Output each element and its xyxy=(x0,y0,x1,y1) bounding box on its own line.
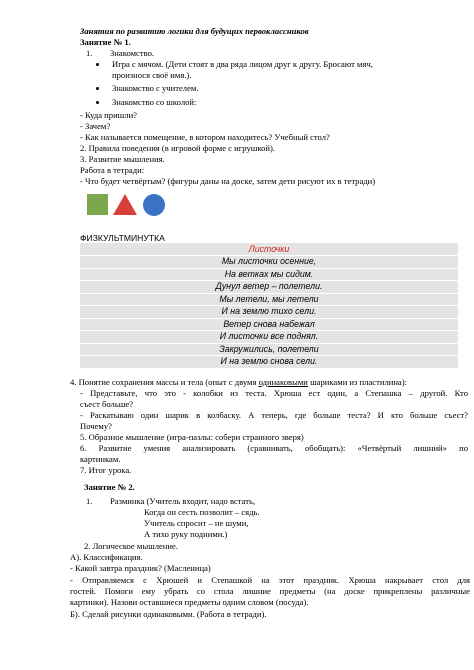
lesson1-heading: Занятие № 1. xyxy=(80,37,131,47)
holiday-question: - Какой завтра праздник? (Масленица) xyxy=(70,563,211,573)
document-title: Занятия по развитию логики для будущих первоклассников xyxy=(80,26,309,36)
drawing-task: Б). Сделай рисунки одинаковыми. (Работа в тетради). xyxy=(70,609,267,619)
red-triangle-shape xyxy=(113,194,137,215)
poem-line: Мы листочки осенние, xyxy=(221,256,317,266)
lesson2-item1-number: 1. xyxy=(86,496,93,506)
fizkult-heading: ФИЗКУЛЬТМИНУТКА xyxy=(80,233,165,243)
bullet-icon xyxy=(96,101,99,104)
poem-line: И на землю снова сели. xyxy=(220,356,318,366)
poem-line: И листочки все поднял. xyxy=(219,331,319,341)
kolobok-question-cont: съест больше? xyxy=(80,399,134,409)
lesson1-item2: 2. Правила поведения (в игровой форме с игрушкой). xyxy=(80,143,275,153)
poem-line: Закружились, полетели xyxy=(219,344,319,354)
lesson1-item6-cont: картинкам. xyxy=(80,454,121,464)
lesson2-warmup: Разминка (Учитель входит, надо встать, xyxy=(110,496,256,506)
lesson1-item7: 7. Итог урока. xyxy=(80,465,132,475)
question-room: - Как называется помещение, в котором находитесь? Учебный стол? xyxy=(80,132,330,142)
warmup-verse-line: Учитель спросит – не шуми, xyxy=(144,518,249,528)
sausage-question: - Раскатываю один шарик в колбаску. А теперь, где больше теста? И кто больше съест? xyxy=(80,410,468,420)
lesson2-heading: Занятие № 2. xyxy=(84,482,135,492)
item4-text-b: шариками из пластилина): xyxy=(310,377,407,387)
classification-label: А). Классификация. xyxy=(70,552,143,562)
green-square-shape xyxy=(87,194,108,215)
bullet-item-ball-game-cont: произнося своё имя.). xyxy=(112,70,192,80)
bullet-icon xyxy=(96,87,99,90)
item4-underlined: одинаковыми xyxy=(258,377,308,387)
kolobok-question: - Представьте, что это - колобки из теста. Хрюша ест один, а Степашка – другой. Кто xyxy=(80,388,468,398)
fourth-shape-task: - Что будет четвёртым? (фигуры даны на доске, затем дети рисуют их в тетради) xyxy=(80,176,376,186)
bullet-item-teacher: Знакомство с учителем. xyxy=(112,83,199,93)
poem-line: Дунул ветер – полетели. xyxy=(215,281,323,291)
poem-title: Листочки xyxy=(248,244,290,254)
lesson1-item3: 3. Развитие мышления. xyxy=(80,154,165,164)
lesson1-item1: Знакомство. xyxy=(110,48,155,58)
poem-line: И на землю тихо сели. xyxy=(221,306,317,316)
poem-line: Ветер снова набежал xyxy=(223,319,315,329)
lesson1-item5: 5. Образное мышление (игра-пазлы: собери странного зверя) xyxy=(80,432,304,442)
poem-box xyxy=(80,243,458,368)
lesson1-item1-number: 1. xyxy=(86,48,93,58)
notebook-work-label: Работа в тетради: xyxy=(80,165,145,175)
poem-line: Мы летели, мы летели xyxy=(219,294,319,304)
warmup-verse-line: А тихо руку подними.) xyxy=(144,529,228,539)
lesson1-item4 xyxy=(70,377,407,388)
holiday-task-end: картинки). Назови оставшиеся предметы одним словом (посуда). xyxy=(70,597,309,607)
lesson2-item2: 2. Логическое мышление. xyxy=(84,541,178,551)
bullet-item-ball-game: Игра с мячом. (Дети стоят в два ряда лицом друг к другу. Бросают мяч, xyxy=(112,59,373,69)
bullet-item-school: Знакомство со школой: xyxy=(112,97,197,107)
poem-line: На ветках мы сидим. xyxy=(224,269,314,279)
lesson1-item6: 6. Развитие умения анализировать (сравнивать, обобщать): «Четвёртый лишний» по xyxy=(80,443,468,453)
warmup-verse-line: Когда он сесть позволит – сядь. xyxy=(144,507,260,517)
question-where: - Куда пришли? xyxy=(80,110,137,120)
holiday-task-cont: гостей. Помоги ему убрать со стола лишние предметы (на доске прикреплены различные xyxy=(70,586,470,596)
sausage-question-cont: Почему? xyxy=(80,421,112,431)
shapes-figure xyxy=(86,193,168,217)
question-why: - Зачем? xyxy=(80,121,111,131)
item4-text-a: 4. Понятие сохранения массы и тела (опыт с двумя xyxy=(70,377,257,387)
blue-circle-shape xyxy=(143,194,165,216)
bullet-icon xyxy=(96,63,99,66)
holiday-task: - Отправляемся с Хрюшей и Степашкой на этот праздник. Хрюша накрывает стол для xyxy=(70,575,470,585)
